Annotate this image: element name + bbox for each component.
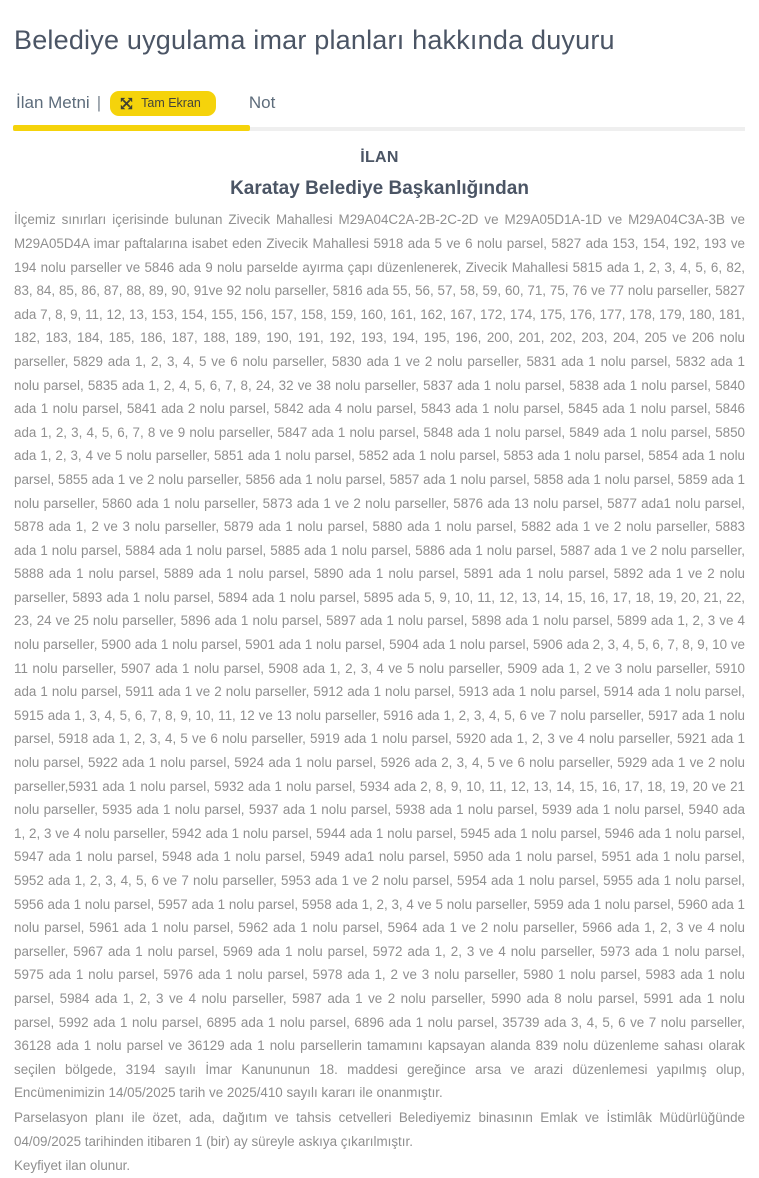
announcement-paragraph-main: İlçemiz sınırları içerisinde bulunan Zivecik Mahallesi M29A04C2A-2B-2C-2D ve M29A05D1A-1D ve M29A04C3A-3B ve M29A05D4A imar paftalarına isabet eden Zivecik Mahallesi 5918 ada 5 ve 6 nolu parsel, 5827 ada 153, 154, 192, 193 ve 194 nolu parseller ve 5846 ada 9 nolu parselde ayırma çapı düzenlenerek, Zivecik Mahallesi 5815 ada 1, 2, 3, 4, 5, 6, 82, 83, 84, 85, 86, 87, 88, 89, 90, 91ve 92 nolu parseller, 5816 ada 55, 56, 57, 58, 59, 60, 71, 75, 76 ve 77 nolu parseller, 5827 ada 7, 8, 9, 11, 12, 13, 153, 154, 155, 156, 157, 158, 159, 160, 161, 162, 167, 172, 174, 175, 176, 177, 178, 179, 180, 181, 182, 183, 184, 185, 186, 187, 188, 189, 190, 191, 192, 193, 194, 195, 196, 200, 201, 202, 203, 204, 205 ve 206 nolu parseller, 5829 ada 1, 2, 3, 4, 5 ve 6 nolu parseller, 5830 ada 1 ve 2 nolu parseller, 5831 ada 1 nolu parsel, 5832 ada 1 nolu parsel, 5835 ada 1, 2, 4, 5, 6, 7, 8, 24, 32 ve 38 nolu parseller, 5837 ada 1 nolu parsel, 5838 ada 1 nolu parsel, 5840 ada 1 nolu parsel, 5841 ada 2 nolu parsel, 5842 ada 4 nolu parsel, 5843 ada 1 nolu parsel, 5845 ada 1 nolu parsel, 5846 ada 1, 2, 3, 4, 5, 6, 7, 8 ve 9 nolu parseller, 5847 ada 1 nolu parsel, 5848 ada 1 nolu parsel, 5849 ada 1 nolu parsel, 5850 ada 1, 2, 3, 4 ve 5 nolu parseller, 5851 ada 1 nolu parsel, 5852 ada 1 nolu parsel, 5853 ada 1 nolu parsel, 5854 ada 1 nolu parsel, 5855 ada 1 ve 2 nolu parseller, 5856 ada 1 nolu parsel, 5857 ada 1 nolu parsel, 5858 ada 1 nolu parsel, 5859 ada 1 nolu parseller, 5860 ada 1 nolu parseller, 5873 ada 1 ve 2 nolu parseller, 5876 ada 13 nolu parsel, 5877 ada1 nolu parsel, 5878 ada 1, 2 ve 3 nolu parseller, 5879 ada 1 nolu parsel, 5880 ada 1 nolu parsel, 5882 ada 1 ve 2 nolu parseller, 5883 ada 1 nolu parsel, 5884 ada 1 nolu parsel, 5885 ada 1 nolu parsel, 5886 ada 1 nolu parsel, 5887 ada 1 ve 2 nolu parseller, 5888 ada 1 nolu parsel, 5889 ada 1 nolu parsel, 5890 ada 1 nolu parsel, 5891 ada 1 nolu parsel, 5892 ada 1 ve 2 nolu parseller, 5893 ada 1 nolu parsel, 5894 ada 1 nolu parsel, 5895 ada 5, 9, 10, 11, 12, 13, 14, 15, 16, 17, 18, 19, 20, 21, 22, 23, 24 ve 25 nolu parseller, 5896 ada 1 nolu parsel, 5897 ada 1 nolu parsel, 5898 ada 1 nolu parsel, 5899 ada 1, 2, 3 ve 4 nolu parseller, 5900 ada 1 nolu parsel, 5901 ada 1 nolu parsel, 5904 ada 1 nolu parsel, 5906 ada 2, 3, 4, 5, 6, 7, 8, 9, 10 ve 11 nolu parseller, 5907 ada 1 nolu parsel, 5908 ada 1, 2, 3, 4 ve 5 nolu parseller, 5909 ada 1, 2 ve 3 nolu parseller, 5910 ada 1 nolu parsel, 5911 ada 1 ve 2 nolu parseller, 5912 ada 1 nolu parsel, 5913 ada 1 nolu parsel, 5914 ada 1 nolu parsel, 5915 ada 1, 3, 4, 5, 6, 7, 8, 9, 10, 11, 12 ve 13 nolu parseller, 5916 ada 1, 2, 3, 4, 5, 6 ve 7 nolu parseller, 5917 ada 1 nolu parsel, 5918 ada 1, 2, 3, 4, 5 ve 6 nolu parseller, 5919 ada 1 nolu parsel, 5920 ada 1, 2, 3 ve 4 nolu parseller, 5921 ada 1 nolu parsel, 5922 ada 1 nolu parsel, 5924 ada 1 nolu parsel, 5926 ada 2, 3, 4, 5 ve 6 nolu parseller, 5929 ada 1 ve 2 nolu parseller,5931 ada 1 nolu parsel, 5932 ada 1 nolu parsel, 5934 ada 2, 8, 9, 10, 11, 12, 13, 14, 15, 16, 17, 18, 19, 20 ve 21 nolu parseller, 5935 ada 1 nolu parsel, 5937 ada 1 nolu parsel, 5938 ada 1 nolu parsel, 5939 ada 1 nolu parsel, 5940 ada 1, 2, 3 ve 4 nolu parseller, 5942 ada 1 nolu parsel, 5944 ada 1 nolu parsel, 5945 ada 1 nolu parsel, 5946 ada 1 nolu parsel, 5947 ada 1 nolu parsel, 5948 ada 1 nolu parsel, 5949 ada1 nolu parsel, 5950 ada 1 nolu parsel, 5951 ada 1 nolu parsel, 5952 ada 1, 2, 3, 4, 5, 6 ve 7 nolu parseller, 5953 ada 1 ve 2 nolu parsel, 5954 ada 1 nolu parsel, 5955 ada 1 nolu parsel, 5956 ada 1 nolu parsel, 5957 ada 1 nolu parsel, 5958 ada 1, 2, 3, 4 ve 5 nolu parseller, 5959 ada 1 nolu parsel, 5960 ada 1 nolu parsel, 5961 ada 1 nolu parsel, 5962 ada 1 nolu parsel, 5964 ada 1 ve 2 nolu parseller, 5966 ada 1, 2, 3 ve 4 nolu parseller, 5967 ada 1 nolu parsel, 5969 ada 1 nolu parsel, 5972 ada 1, 2, 3 ve 4 nolu parseller, 5973 ada 1 nolu parsel, 5975 ada 1 nolu parsel, 5976 ada 1 nolu parsel, 5978 ada 1, 2 ve 3 nolu parseller, 5980 1 nolu parsel, 5983 ada 1 nolu parsel, 5984 ada 1, 2, 3 ve 4 nolu parseller, 5987 ada 1 ve 2 nolu parseller, 5990 ada 8 nolu parsel, 5991 ada 1 nolu parsel, 5992 ada 1 nolu parsel, 6895 ada 1 nolu parsel, 6896 ada 1 nolu parsel, 35739 ada 3, 4, 5, 6 ve 7 nolu parseller, 36128 ada 1 nolu parsel ve 36129 ada 1 nolu parsellerin tamamını kapsayan alanda 839 nolu düzenleme sahası olarak seçilen bölgede, 3194 sayılı İmar Kanununun 18. maddesi gereğince arsa ve arazi düzenlemesi yapılmış olup, Encümenimizin 14/05/2025 tarih ve 2025/410 sayılı kararı ile onanmıştır.: [14, 212, 745, 1101]
announcement-heading: İLAN: [360, 149, 399, 167]
announcement-page: [0, 24, 759, 1178]
announcement-subheading: Karatay Belediye Başkanlığından: [230, 178, 529, 200]
tab-separator: |: [96, 93, 102, 113]
tab-bar: [16, 90, 745, 116]
tab-ilan-metni[interactable]: [16, 93, 90, 113]
tab-underline-active-indicator: [13, 125, 250, 131]
page-title: Belediye uygulama imar planları hakkında duyuru: [14, 25, 615, 55]
fullscreen-button-label: Tam Ekran: [141, 96, 201, 111]
announcement-paragraph-askiya: Parselasyon planı ile özet, ada, dağıtım ve tahsis cetvelleri Belediyemiz binasının Emlak ve İstimlâk Müdürlüğünde 04/09/2025 tarihinden itibaren 1 (bir) ay süreyle askıya çıkarılmıştır.: [14, 1109, 745, 1149]
tab-not[interactable]: [249, 93, 275, 113]
announcement-content: [14, 149, 745, 1177]
fullscreen-button[interactable]: [110, 91, 216, 116]
fullscreen-expand-icon: [120, 97, 133, 110]
tab-underline: [0, 125, 759, 133]
tab-not-label: Not: [248, 93, 276, 113]
tab-ilan-metni-label: İlan Metni: [16, 93, 90, 113]
announcement-paragraph-keyfiyet: Keyfiyet ilan olunur.: [14, 1158, 131, 1174]
